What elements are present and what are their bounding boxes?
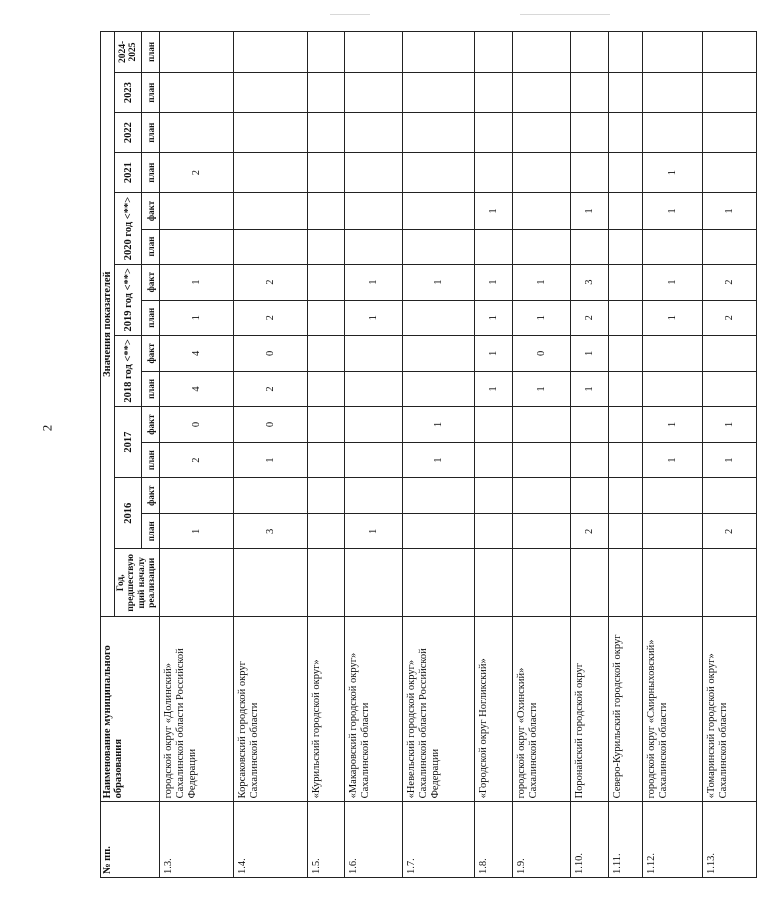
value-cell: 0	[233, 406, 307, 442]
value-cell	[512, 549, 570, 617]
header-year-2019: 2019 год <**>	[115, 264, 142, 335]
row-number: 1.11.	[608, 802, 642, 878]
value-cell	[307, 549, 344, 617]
value-cell	[570, 406, 608, 442]
municipality-name: «Курильский городской округ»	[307, 617, 344, 802]
row-number: 1.4.	[233, 802, 307, 878]
value-cell	[608, 300, 642, 335]
value-cell	[474, 72, 512, 113]
value-cell	[512, 406, 570, 442]
value-cell	[307, 335, 344, 371]
value-cell: 1	[402, 443, 474, 478]
value-cell	[402, 229, 474, 264]
table-row	[512, 32, 570, 878]
value-cell	[233, 152, 307, 193]
value-cell: 1	[233, 443, 307, 478]
value-cell	[512, 193, 570, 229]
value-cell: 1	[512, 371, 570, 406]
table-row	[307, 32, 344, 878]
value-cell: 0	[159, 406, 233, 442]
value-cell	[608, 152, 642, 193]
value-cell: 1	[570, 371, 608, 406]
municipality-name: городской округ «Смирныховский» Сахалинской области	[642, 617, 702, 802]
value-cell	[159, 113, 233, 152]
table-row	[474, 32, 512, 878]
value-cell	[159, 32, 233, 73]
municipality-name: Северо-Курильский городской округ	[608, 617, 642, 802]
row-number: 1.7.	[402, 802, 474, 878]
header-municipality: Наименование муниципального образования	[101, 617, 160, 802]
table-row	[402, 32, 474, 878]
row-number: 1.6.	[344, 802, 402, 878]
value-cell: 1	[159, 300, 233, 335]
value-cell: 1	[642, 406, 702, 442]
header-year-2016: 2016	[115, 478, 142, 549]
value-cell: 3	[570, 264, 608, 300]
header-year-2017: 2017	[115, 406, 142, 477]
page-number: 2	[39, 424, 55, 432]
value-cell	[702, 335, 756, 371]
value-cell	[608, 229, 642, 264]
value-cell	[307, 300, 344, 335]
value-cell	[402, 478, 474, 514]
header-plan: план	[142, 72, 159, 113]
value-cell	[344, 32, 402, 73]
value-cell	[642, 32, 702, 73]
value-cell	[570, 478, 608, 514]
value-cell	[702, 229, 756, 264]
value-cell	[608, 549, 642, 617]
value-cell	[608, 371, 642, 406]
table-row	[570, 32, 608, 878]
header-num: № пп.	[101, 802, 160, 878]
value-cell	[307, 113, 344, 152]
municipality-name: «Невельский городской округ» Сахалинской области Российской Федерации	[402, 617, 474, 802]
value-cell	[233, 32, 307, 73]
value-cell	[642, 72, 702, 113]
value-cell: 0	[233, 335, 307, 371]
value-cell: 1	[344, 264, 402, 300]
value-cell: 1	[512, 300, 570, 335]
value-cell	[642, 229, 702, 264]
value-cell	[344, 152, 402, 193]
value-cell: 2	[702, 514, 756, 549]
value-cell	[608, 443, 642, 478]
value-cell	[344, 549, 402, 617]
table-row	[608, 32, 642, 878]
value-cell	[608, 32, 642, 73]
value-cell	[512, 32, 570, 73]
value-cell	[344, 371, 402, 406]
value-cell	[402, 152, 474, 193]
value-cell: 1	[642, 300, 702, 335]
value-cell	[344, 443, 402, 478]
value-cell: 2	[233, 264, 307, 300]
value-cell	[344, 72, 402, 113]
value-cell	[702, 72, 756, 113]
value-cell	[402, 72, 474, 113]
value-cell: 2	[570, 514, 608, 549]
value-cell	[512, 443, 570, 478]
value-cell	[159, 549, 233, 617]
value-cell	[307, 32, 344, 73]
header-fact: факт	[142, 193, 159, 229]
value-cell	[570, 443, 608, 478]
value-cell	[608, 264, 642, 300]
value-cell	[570, 32, 608, 73]
value-cell	[307, 229, 344, 264]
header-fact: факт	[142, 406, 159, 442]
value-cell	[570, 72, 608, 113]
row-number: 1.13.	[702, 802, 756, 878]
value-cell	[474, 229, 512, 264]
header-plan: план	[142, 514, 159, 549]
value-cell	[474, 406, 512, 442]
value-cell: 4	[159, 335, 233, 371]
value-cell	[307, 514, 344, 549]
value-cell: 1	[702, 443, 756, 478]
header-year-2018: 2018 год <**>	[115, 335, 142, 406]
header-year-before: Год, предшествую щий началу реализации	[115, 549, 160, 617]
header-plan: план	[142, 371, 159, 406]
header-plan: план	[142, 32, 159, 73]
value-cell	[642, 514, 702, 549]
value-cell: 1	[702, 193, 756, 229]
value-cell	[570, 152, 608, 193]
header-fact: факт	[142, 478, 159, 514]
value-cell	[474, 113, 512, 152]
value-cell: 1	[642, 152, 702, 193]
value-cell	[512, 152, 570, 193]
table-body	[159, 32, 756, 878]
header-plan: план	[142, 152, 159, 193]
value-cell	[570, 113, 608, 152]
value-cell	[233, 229, 307, 264]
row-number: 1.8.	[474, 802, 512, 878]
value-cell: 2	[233, 300, 307, 335]
value-cell	[512, 229, 570, 264]
header-year-2023: 2023	[115, 72, 142, 113]
value-cell: 2	[233, 371, 307, 406]
value-cell	[402, 514, 474, 549]
value-cell	[702, 152, 756, 193]
value-cell: 1	[642, 193, 702, 229]
value-cell: 1	[159, 264, 233, 300]
header-year-2024-2025: 2024-2025	[115, 32, 142, 73]
value-cell	[474, 514, 512, 549]
header-values-group: Значения показателей	[101, 32, 115, 617]
value-cell	[233, 72, 307, 113]
value-cell	[402, 300, 474, 335]
header-plan: план	[142, 113, 159, 152]
row-number: 1.10.	[570, 802, 608, 878]
value-cell	[233, 193, 307, 229]
value-cell	[608, 193, 642, 229]
table-row	[702, 32, 756, 878]
municipality-name: «Городской округ Ногликский»	[474, 617, 512, 802]
value-cell	[702, 478, 756, 514]
municipality-name: Корсаковский городской округ Сахалинской области	[233, 617, 307, 802]
value-cell	[344, 193, 402, 229]
value-cell	[402, 193, 474, 229]
municipality-name: Поронайский городской округ	[570, 617, 608, 802]
value-cell	[570, 549, 608, 617]
value-cell	[702, 549, 756, 617]
value-cell: 1	[570, 335, 608, 371]
value-cell: 1	[159, 514, 233, 549]
value-cell	[307, 406, 344, 442]
header-plan: план	[142, 300, 159, 335]
indicator-table	[100, 31, 757, 878]
value-cell	[642, 478, 702, 514]
value-cell	[702, 113, 756, 152]
value-cell: 2	[159, 443, 233, 478]
value-cell	[344, 229, 402, 264]
value-cell: 1	[474, 335, 512, 371]
value-cell: 1	[344, 300, 402, 335]
value-cell	[642, 371, 702, 406]
value-cell	[159, 229, 233, 264]
value-cell: 1	[512, 264, 570, 300]
municipality-name: городской округ «Охинский» Сахалинской области	[512, 617, 570, 802]
value-cell: 1	[402, 264, 474, 300]
value-cell	[608, 72, 642, 113]
value-cell: 1	[702, 406, 756, 442]
value-cell	[512, 113, 570, 152]
value-cell	[608, 113, 642, 152]
value-cell	[474, 152, 512, 193]
value-cell: 1	[344, 514, 402, 549]
value-cell	[474, 443, 512, 478]
value-cell	[608, 478, 642, 514]
value-cell: 1	[570, 193, 608, 229]
header-plan: план	[142, 229, 159, 264]
value-cell: 1	[402, 406, 474, 442]
value-cell	[474, 549, 512, 617]
row-number: 1.3.	[159, 802, 233, 878]
value-cell	[702, 32, 756, 73]
municipality-name: «Томаринский городской округ» Сахалинской области	[702, 617, 756, 802]
value-cell: 1	[474, 371, 512, 406]
value-cell	[307, 193, 344, 229]
value-cell	[307, 478, 344, 514]
value-cell	[159, 193, 233, 229]
value-cell	[307, 371, 344, 406]
value-cell: 1	[474, 264, 512, 300]
value-cell: 0	[512, 335, 570, 371]
header-plan: план	[142, 443, 159, 478]
value-cell: 1	[474, 193, 512, 229]
row-number: 1.5.	[307, 802, 344, 878]
value-cell	[402, 371, 474, 406]
value-cell	[512, 514, 570, 549]
value-cell	[402, 32, 474, 73]
header-fact: факт	[142, 264, 159, 300]
value-cell	[474, 32, 512, 73]
value-cell	[233, 549, 307, 617]
value-cell	[233, 113, 307, 152]
value-cell: 1	[642, 264, 702, 300]
value-cell: 1	[474, 300, 512, 335]
value-cell: 1	[642, 443, 702, 478]
header-year-2022: 2022	[115, 113, 142, 152]
value-cell	[344, 113, 402, 152]
value-cell	[402, 113, 474, 152]
value-cell	[642, 549, 702, 617]
value-cell: 2	[159, 152, 233, 193]
value-cell	[608, 514, 642, 549]
value-cell	[474, 478, 512, 514]
header-fact: факт	[142, 335, 159, 371]
value-cell: 4	[159, 371, 233, 406]
value-cell: 3	[233, 514, 307, 549]
value-cell	[642, 335, 702, 371]
value-cell	[159, 72, 233, 113]
row-number: 1.12.	[642, 802, 702, 878]
municipality-name: городской округ «Долинский» Сахалинской области Российской Федерации	[159, 617, 233, 802]
table-row	[159, 32, 233, 878]
value-cell	[233, 478, 307, 514]
table-row	[642, 32, 702, 878]
row-number: 1.9.	[512, 802, 570, 878]
value-cell	[307, 152, 344, 193]
value-cell	[702, 371, 756, 406]
value-cell	[159, 478, 233, 514]
value-cell	[642, 113, 702, 152]
value-cell	[307, 443, 344, 478]
value-cell	[344, 335, 402, 371]
header-year-2020: 2020 год <**>	[115, 193, 142, 264]
value-cell	[608, 406, 642, 442]
value-cell	[512, 478, 570, 514]
value-cell	[608, 335, 642, 371]
value-cell	[344, 406, 402, 442]
table-row	[344, 32, 402, 878]
value-cell	[570, 229, 608, 264]
value-cell: 2	[702, 264, 756, 300]
table-row	[233, 32, 307, 878]
value-cell	[402, 549, 474, 617]
value-cell	[512, 72, 570, 113]
value-cell: 2	[570, 300, 608, 335]
header-year-2021: 2021	[115, 152, 142, 193]
value-cell	[307, 72, 344, 113]
value-cell	[344, 478, 402, 514]
rotated-table-container	[100, 31, 735, 878]
value-cell: 2	[702, 300, 756, 335]
value-cell	[402, 335, 474, 371]
municipality-name: «Макаровский городской округ» Сахалинской области	[344, 617, 402, 802]
value-cell	[307, 264, 344, 300]
